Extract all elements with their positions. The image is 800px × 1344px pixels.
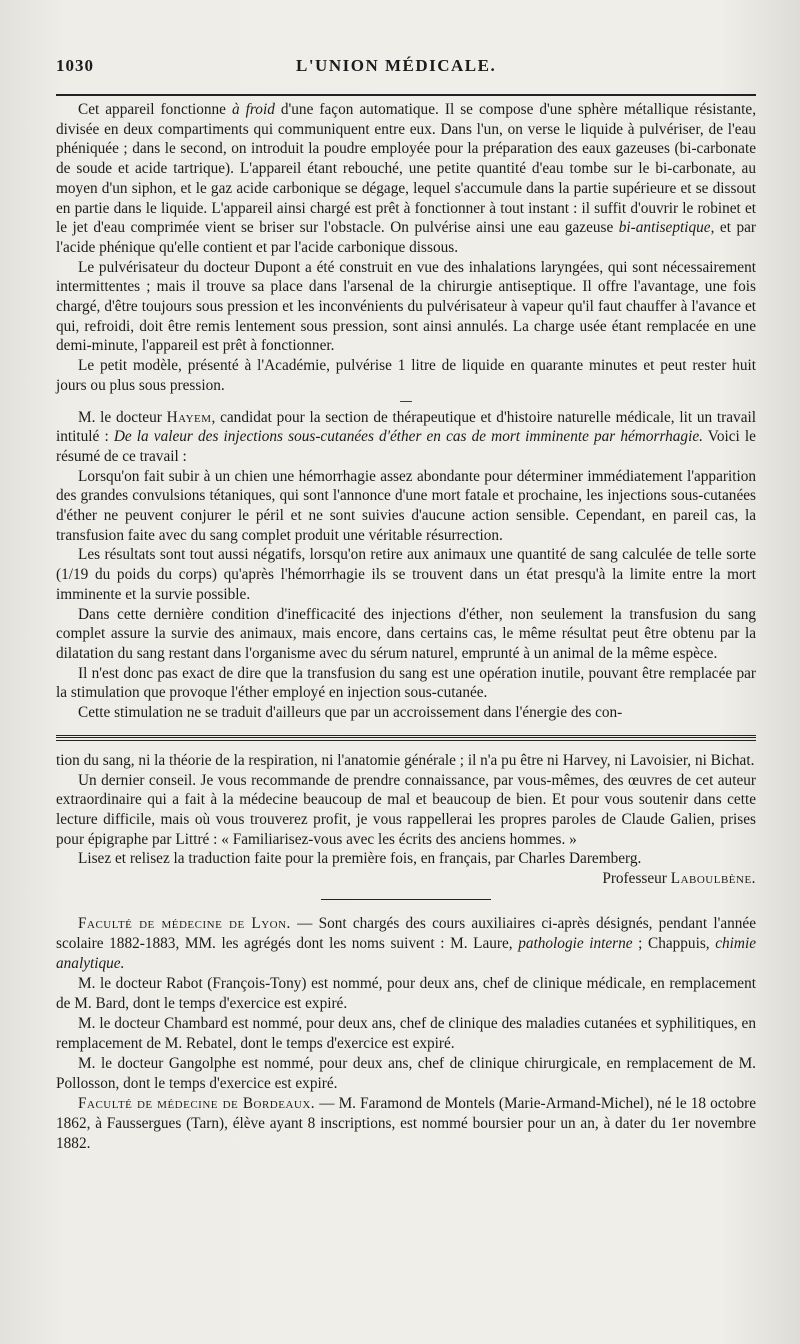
journal-title: L'UNION MÉDICALE. xyxy=(296,56,497,75)
feuilleton-advice: Un dernier conseil. Je vous recommande de prendre connaissance, par vous-mêmes, des œuvres de cet auteur extraordinaire qui a fait à la médecine beaucoup de mal et beaucoup de bien. Et pour vous soutenir dans cette lecture difficile, mais où vous trouverez profit, je vous rappellerai les propres paroles de Claude Galien, prises pour épigraphe par Littré : « Familiarisez-vous avec les écrits des anciens hommes. » xyxy=(56,771,756,848)
author-signature: Professeur Laboulbène. xyxy=(602,870,756,888)
running-head xyxy=(56,56,756,86)
news-rule xyxy=(321,899,491,900)
paragraph-stimulation: Cette stimulation ne se traduit d'ailleurs que par un accroissement dans l'énergie des con- xyxy=(78,704,623,722)
paragraph-dupont: Le pulvérisateur du docteur Dupont a été construit en vue des inhalations laryngées, qui sont nécessairement intermittentes ; mais il trouve sa place dans l'arsenal de la chirurgie antiseptique. Il offre l'avantage, une fois chargé, d'être toujours sous pression et les inconvénients du pulvérisateur à vapeur qu'il faut chauffer à l'avance et qui, refroidi, doit être remis lentement sous pression, sont ainsi annulés. La charge usée étant remplacée en une demi-minute, l'appareil est prêt à fonctionner. xyxy=(56,258,756,355)
news-gangolphe: M. le docteur Gangolphe est nommé, pour deux ans, chef de clinique chirurgicale, en remplacement de M. Pollosson, dont le temps d'exercice est expiré. xyxy=(56,1055,756,1093)
news-chambard: M. le docteur Chambard est nommé, pour deux ans, chef de clinique des maladies cutanées et syphilitiques, en remplacement de M. Rebatel, dont le temps d'exercice est expiré. xyxy=(56,1015,756,1053)
paragraph-inefficacy: Dans cette dernière condition d'inefficacité des injections d'éther, non seulement la transfusion du sang complet assure la survie des animaux, mais encore, dans certains cas, le même résultat peut être obtenu par la dilatation du sang restant dans l'organisme avec du sérum naturel, emprunté à un animal de la même espèce. xyxy=(56,605,756,662)
news-bordeaux: Faculté de médecine de Bordeaux. — M. Faramond de Montels (Marie-Armand-Michel), né le 18 octobre 1862, à Faussergues (Tarn), élève ayant 8 inscriptions, est nommé boursier pour un an, à dater du 1er novembre 1882. xyxy=(56,1095,756,1153)
feuilleton-daremberg: Lisez et relisez la traduction faite pour la première fois, en français, par Charles Daremberg. xyxy=(78,850,642,868)
feuilleton-rule xyxy=(56,735,756,741)
paragraph-transfusion: Il n'est donc pas exact de dire que la transfusion du sang est une opération inutile, pouvant être remplacée par la stimulation que provoque l'éther employé en injection sous-cutanée. xyxy=(56,664,756,702)
paragraph-apparatus: Cet appareil fonctionne à froid d'une façon automatique. Il se compose d'une sphère métallique résistante, divisée en deux compartiments qui communiquent entre eux. Dans l'un, on verse le liquide à pulvériser, de l'eau phéniquée ; dans le second, on introduit la poudre employée pour la préparation des eaux gazeuses (bi-carbonate de soude et acide tartrique). L'appareil étant rebouché, une petite quantité d'eau tombe sur le bi-carbonate, au moyen d'un siphon, et le gaz acide carbonique se dégage, lequel s'accumule dans la partie supérieure et se dissout en partie dans le liquide. L'appareil ainsi chargé est prêt à fonctionner à tout instant : il suffit d'ouvrir le robinet et le jet d'eau comprimée vient se briser sur l'obstacle. On pulvérise ainsi une eau gazeuse bi-antiseptique, et par l'acide phénique qu'elle contient et par l'acide carbonique dissous. xyxy=(56,101,757,256)
news-lyon: Faculté de médecine de Lyon. — Sont chargés des cours auxiliaires ci-après désignés, pendant l'année scolaire 1882-1883, MM. les agrégés dont les noms suivent : M. Laure, pathologie interne ; Chappuis, chimie analytique. xyxy=(56,915,756,973)
news-rabot: M. le docteur Rabot (François-Tony) est nommé, pour deux ans, chef de clinique médicale, en remplacement de M. Bard, dont le temps d'exercice est expiré. xyxy=(56,975,756,1013)
section-dash: — xyxy=(399,393,413,409)
paragraph-hemorrhage: Lorsqu'on fait subir à un chien une hémorrhagie assez abondante pour déterminer immédiatement l'apparition des grandes convulsions tétaniques, qui sont l'annonce d'une mort fatale et prochaine, les injections sous-cutanées d'éther ne peuvent conjurer le péril et ne sont suivies d'aucune action sensible. Cependant, en pareil cas, la transfusion faite avec du sang complet produit une véritable résurrection. xyxy=(56,467,756,544)
header-rule xyxy=(56,94,756,96)
paragraph-small-model: Le petit modèle, présenté à l'Académie, pulvérise 1 litre de liquide en quarante minutes et peut rester huit jours ou plus sous pression. xyxy=(56,357,756,394)
feuilleton-continuation: tion du sang, ni la théorie de la respiration, ni l'anatomie générale ; il n'a pu être ni Harvey, ni Lavoisier, ni Bichat. xyxy=(56,751,755,769)
paragraph-results: Les résultats sont tout aussi négatifs, lorsqu'on retire aux animaux une quantité de sang calculée de telle sorte (1/19 du poids du corps) qu'après l'hémorrhagie ils se trouvent dans un état presqu'à la limite entre la mort imminente et la survie possible. xyxy=(56,546,756,603)
news-section xyxy=(56,914,756,1154)
paragraph-hayem: M. le docteur Hayem, candidat pour la section de thérapeutique et d'histoire naturelle médicale, lit un travail intitulé : De la valeur des injections sous-cutanées d'éther en cas de mort imminente par hémorrhagie. Voici le résumé de ce travail : xyxy=(56,408,756,465)
page-number: 1030 xyxy=(56,56,94,75)
